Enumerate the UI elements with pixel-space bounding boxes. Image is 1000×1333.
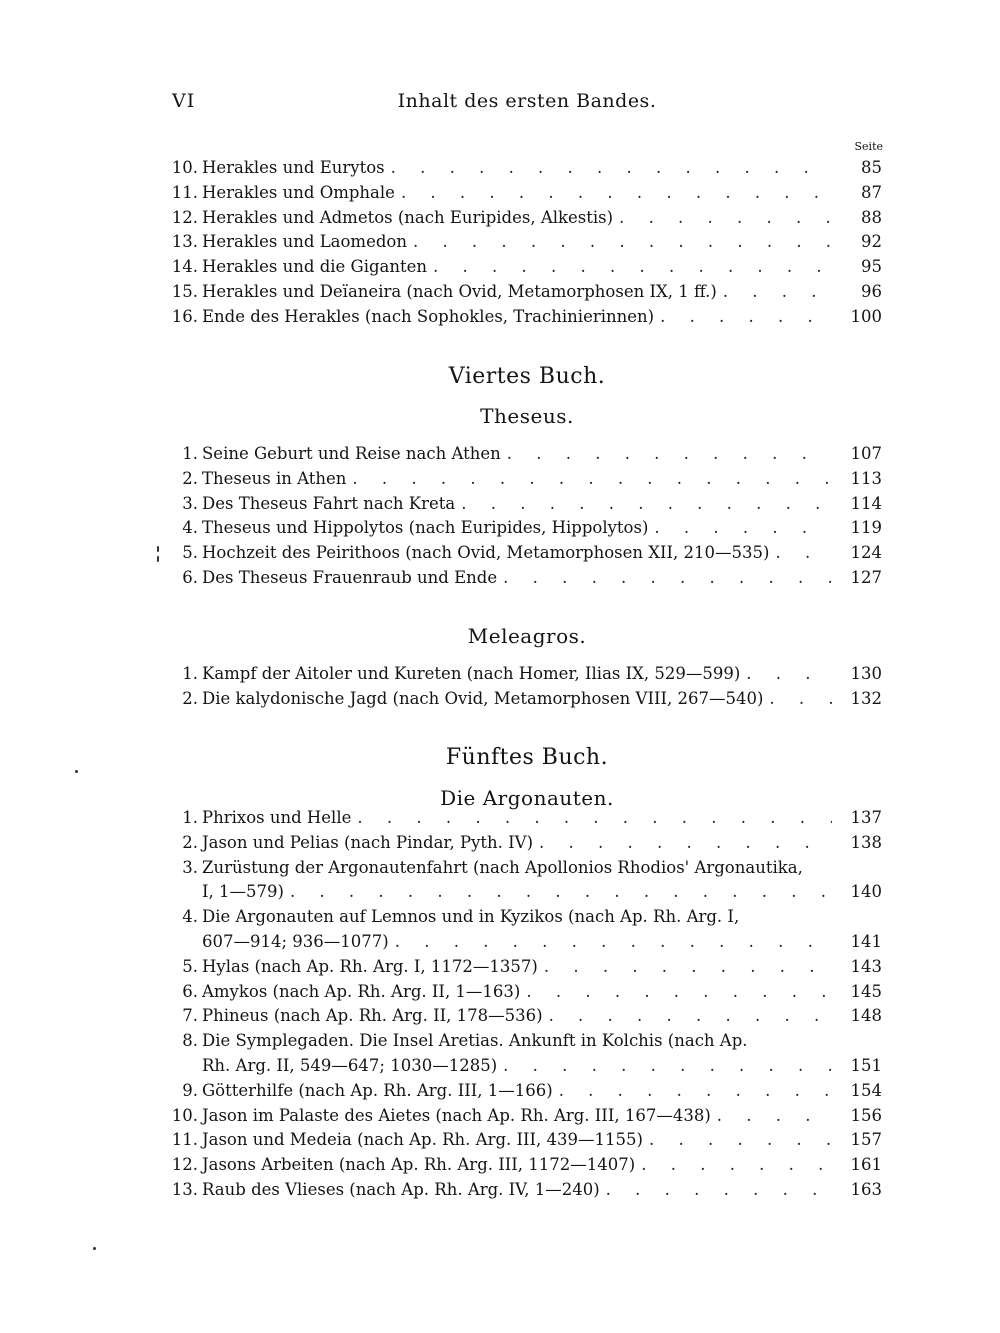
- entry-body: [202, 1029, 882, 1079]
- entry-page: 151: [850, 1055, 882, 1075]
- entry-number: 13.: [171, 232, 198, 252]
- entry-page: 124: [850, 543, 882, 563]
- entry-number: 16.: [171, 306, 198, 326]
- dot-leader: [520, 980, 832, 1005]
- entry-body: [202, 1128, 882, 1153]
- entry-title: Herakles und Laomedon: [202, 232, 407, 252]
- entry-body: [202, 955, 882, 980]
- entry-number: 1.: [182, 808, 198, 827]
- page-number: VI: [172, 90, 196, 112]
- entry-body: [202, 905, 882, 955]
- entry-title-line: Die Argonauten auf Lemnos und in Kyzikos (nach Ap. Rh. Arg. I,: [202, 907, 740, 927]
- entry-page: 130: [850, 664, 882, 683]
- dot-leader: [427, 255, 832, 280]
- dot-leader: [395, 181, 832, 206]
- toc-entry: [160, 1079, 882, 1104]
- entry-number: 13.: [171, 1179, 198, 1199]
- entry-page: 85: [861, 158, 882, 177]
- toc-entry: [160, 305, 882, 330]
- entry-number: 10.: [171, 1105, 198, 1125]
- dot-leader: [635, 1153, 832, 1178]
- entry-page: 163: [850, 1179, 882, 1199]
- entry-title-line: Zurüstung der Argonautenfahrt (nach Apollonios Rhodios' Argonautika,: [202, 857, 803, 877]
- toc-entry: [160, 1004, 882, 1029]
- entry-number: 7.: [182, 1006, 198, 1026]
- entry-page: 96: [861, 281, 882, 301]
- toc-meleagros-list: [160, 662, 882, 712]
- toc-entry: [160, 516, 882, 541]
- entry-title-continuation: [202, 930, 882, 955]
- entry-page: 143: [850, 956, 882, 976]
- entry-number: 9.: [182, 1080, 198, 1100]
- entry-title-continuation: [202, 880, 882, 905]
- entry-number: 1.: [182, 444, 198, 463]
- entry-number: 15.: [171, 281, 198, 301]
- toc-entry: [160, 856, 882, 906]
- entry-body: [202, 156, 882, 181]
- entry-page: 100: [850, 306, 882, 326]
- entry-title: Kampf der Aitoler und Kureten (nach Homer, Ilias IX, 529—599): [202, 664, 741, 683]
- entry-body: [202, 230, 882, 255]
- page-column-label: Seite: [854, 140, 883, 153]
- entry-page: 138: [850, 832, 882, 852]
- entry-title: Hylas (nach Ap. Rh. Arg. I, 1172—1357): [202, 956, 538, 976]
- entry-number: 11.: [171, 182, 198, 202]
- entry-title: Herakles und Admetos (nach Euripides, Alkestis): [202, 207, 614, 227]
- specks: [75, 770, 78, 773]
- dot-leader: [654, 305, 832, 330]
- entry-body: [202, 255, 882, 280]
- dot-leader: [284, 880, 832, 905]
- entry-body: [202, 492, 882, 517]
- entry-body: [202, 1153, 882, 1178]
- entry-title: Raub des Vlieses (nach Ap. Rh. Arg. IV, 1—240): [202, 1179, 600, 1199]
- entry-number: 6.: [182, 567, 198, 587]
- dot-leader: [717, 280, 832, 305]
- dot-leader: [497, 1054, 832, 1079]
- entry-body: [202, 1004, 882, 1029]
- entry-title: Herakles und Eurytos: [202, 158, 385, 177]
- entry-number: 6.: [182, 981, 198, 1001]
- section-heading-argonauten: Die Argonauten.: [440, 786, 614, 810]
- dot-leader: [613, 206, 832, 231]
- entry-title: I, 1—579): [202, 882, 284, 902]
- entry-number: 2.: [182, 468, 198, 488]
- entry-number: 12.: [171, 207, 198, 227]
- toc-entry: [160, 955, 882, 980]
- entry-number: 1.: [182, 664, 198, 683]
- dot-leader: [648, 516, 832, 541]
- entry-title: Theseus und Hippolytos (nach Euripides, Hippolytos): [202, 518, 649, 538]
- entry-title: Jasons Arbeiten (nach Ap. Rh. Arg. III, 1172—1407): [202, 1155, 636, 1175]
- section-heading-theseus: Theseus.: [480, 404, 574, 428]
- entry-body: [202, 516, 882, 541]
- dot-leader: [497, 566, 832, 591]
- toc-entry: [160, 980, 882, 1005]
- entry-body: [202, 687, 882, 712]
- dot-leader: [711, 1104, 832, 1129]
- entry-body: [202, 831, 882, 856]
- entry-body: [202, 806, 882, 831]
- dot-leader: [385, 156, 832, 181]
- dot-leader: [740, 662, 832, 687]
- dot-leader: [769, 541, 832, 566]
- entry-page: 145: [850, 981, 882, 1001]
- entry-title: Herakles und Deïaneira (nach Ovid, Metamorphosen IX, 1 ff.): [202, 281, 717, 301]
- entry-title-continuation: [202, 1054, 882, 1079]
- dot-leader: [351, 806, 832, 831]
- specks: [93, 1247, 96, 1250]
- entry-title: Herakles und Omphale: [202, 182, 395, 202]
- dot-leader: [553, 1079, 832, 1104]
- entry-number: 2.: [182, 832, 198, 852]
- entry-body: [202, 1178, 882, 1203]
- entry-title: Seine Geburt und Reise nach Athen: [202, 444, 501, 463]
- entry-page: 114: [850, 493, 882, 513]
- dot-leader: [389, 930, 832, 955]
- entry-page: 141: [850, 931, 882, 951]
- entry-body: [202, 541, 882, 566]
- entry-title: Phineus (nach Ap. Rh. Arg. II, 178—536): [202, 1006, 543, 1026]
- entry-body: [202, 566, 882, 591]
- entry-body: [202, 305, 882, 330]
- entry-body: [202, 1104, 882, 1129]
- entry-title: Jason im Palaste des Aietes (nach Ap. Rh. Arg. III, 167—438): [202, 1105, 711, 1125]
- dot-leader: [538, 955, 832, 980]
- entry-title: Des Theseus Frauenraub und Ende: [202, 567, 498, 587]
- entry-number: 10.: [171, 158, 198, 177]
- entry-body: [202, 662, 882, 687]
- toc-entry: [160, 255, 882, 280]
- margin-mark: [157, 546, 159, 552]
- entry-title: Ende des Herakles (nach Sophokles, Trachinierinnen): [202, 306, 655, 326]
- entry-body: [202, 1079, 882, 1104]
- toc-entry: [160, 280, 882, 305]
- entry-page: 161: [850, 1155, 882, 1175]
- toc-entry: [160, 566, 882, 591]
- entry-number: 14.: [171, 257, 198, 277]
- entry-page: 107: [850, 444, 882, 463]
- dot-leader: [501, 442, 832, 467]
- toc-entry: [160, 206, 882, 231]
- entry-number: 4.: [182, 907, 198, 927]
- entry-page: 137: [850, 808, 882, 827]
- entry-number: 4.: [182, 518, 198, 538]
- dot-leader: [455, 492, 832, 517]
- toc-entry: [160, 1128, 882, 1153]
- entry-title: Herakles und die Giganten: [202, 257, 428, 277]
- toc-entry: [160, 230, 882, 255]
- entry-number: 12.: [171, 1155, 198, 1175]
- dot-leader: [643, 1128, 832, 1153]
- entry-body: [202, 206, 882, 231]
- book-heading-5: Fünftes Buch.: [445, 745, 609, 770]
- toc-entry: [160, 905, 882, 955]
- entry-page: 154: [850, 1080, 882, 1100]
- entry-title: Götterhilfe (nach Ap. Rh. Arg. III, 1—166): [202, 1080, 553, 1100]
- entry-title: 607—914; 936—1077): [202, 931, 389, 951]
- entry-title: Jason und Pelias (nach Pindar, Pyth. IV): [202, 832, 534, 852]
- entry-title: Amykos (nach Ap. Rh. Arg. II, 1—163): [202, 981, 521, 1001]
- toc-entry: [160, 492, 882, 517]
- entry-title: Des Theseus Fahrt nach Kreta: [202, 493, 456, 513]
- toc-entry: [160, 662, 882, 687]
- running-header: [172, 90, 882, 120]
- toc-herakles-list: [160, 156, 882, 330]
- entry-number: 11.: [171, 1130, 198, 1150]
- entry-page: 157: [850, 1130, 882, 1150]
- toc-entry: [160, 1029, 882, 1079]
- entry-number: 8.: [182, 1031, 198, 1051]
- toc-entry: [160, 442, 882, 467]
- entry-number: 5.: [182, 543, 198, 563]
- dot-leader: [600, 1178, 832, 1203]
- entry-page: 87: [861, 182, 882, 202]
- toc-entry: [160, 181, 882, 206]
- entry-body: [202, 856, 882, 906]
- section-heading-meleagros: Meleagros.: [467, 624, 587, 648]
- entry-number: 2.: [182, 688, 198, 708]
- entry-page: 95: [861, 257, 882, 277]
- margin-mark: [157, 556, 159, 562]
- toc-entry: [160, 1104, 882, 1129]
- entry-title-line: Die Symplegaden. Die Insel Aretias. Ankunft in Kolchis (nach Ap.: [202, 1031, 748, 1051]
- dot-leader: [346, 467, 832, 492]
- entry-page: 119: [850, 518, 882, 538]
- entry-page: 140: [850, 882, 882, 902]
- dot-leader: [763, 687, 832, 712]
- dot-leader: [533, 831, 832, 856]
- entry-title: Theseus in Athen: [202, 468, 347, 488]
- entry-title: Jason und Medeia (nach Ap. Rh. Arg. III, 439—1155): [202, 1130, 643, 1150]
- entry-page: 88: [861, 207, 882, 227]
- entry-number: 3.: [182, 493, 198, 513]
- toc-entry: [160, 1153, 882, 1178]
- entry-title: Phrixos und Helle: [202, 808, 352, 827]
- entry-title: Hochzeit des Peirithoos (nach Ovid, Metamorphosen XII, 210—535): [202, 543, 770, 563]
- entry-number: 5.: [182, 956, 198, 976]
- toc-argonauten-list: [160, 806, 882, 1203]
- toc-entry: [160, 831, 882, 856]
- dot-leader: [407, 230, 832, 255]
- entry-page: 127: [850, 567, 882, 587]
- entry-page: 148: [850, 1006, 882, 1026]
- running-title: Inhalt des ersten Bandes.: [397, 90, 657, 112]
- toc-entry: [160, 467, 882, 492]
- toc-entry: [160, 687, 882, 712]
- entry-body: [202, 280, 882, 305]
- entry-body: [202, 181, 882, 206]
- entry-body: [202, 467, 882, 492]
- entry-title: Die kalydonische Jagd (nach Ovid, Metamorphosen VIII, 267—540): [202, 688, 764, 708]
- toc-entry: [160, 156, 882, 181]
- entry-page: 156: [850, 1105, 882, 1125]
- entry-body: [202, 442, 882, 467]
- toc-theseus-list: [160, 442, 882, 591]
- entry-page: 92: [861, 232, 882, 252]
- entry-page: 132: [850, 688, 882, 708]
- dot-leader: [543, 1004, 832, 1029]
- toc-entry: [160, 541, 882, 566]
- toc-entry: [160, 806, 882, 831]
- toc-entry: [160, 1178, 882, 1203]
- entry-page: 113: [850, 468, 882, 488]
- entry-body: [202, 980, 882, 1005]
- entry-title: Rh. Arg. II, 549—647; 1030—1285): [202, 1055, 498, 1075]
- book-heading-4: Viertes Buch.: [448, 364, 606, 389]
- entry-number: 3.: [182, 857, 198, 877]
